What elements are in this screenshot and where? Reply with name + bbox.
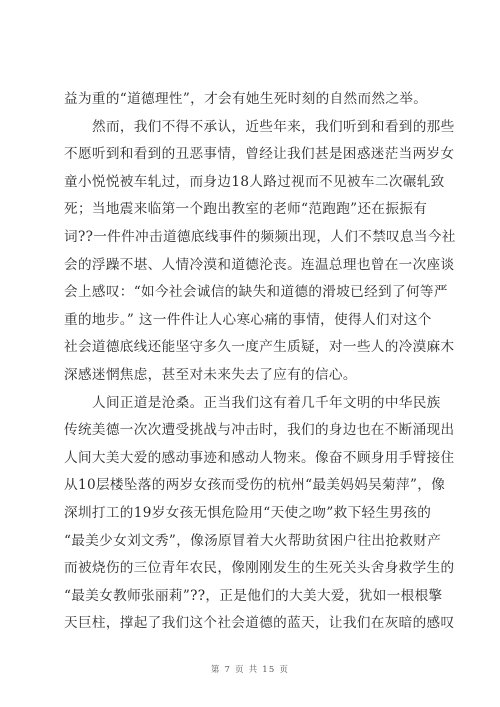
text-line: 童小悦悦被车轧过，而身边18人路过视而不见被车二次碾轧致 [64, 173, 445, 190]
text-line: 死；当地震来临第一个跑出教室的老师“范跑跑”还在振振有 [64, 201, 428, 218]
text-line: 从10层楼坠落的两岁女孩而受伤的杭州“最美妈妈吴菊萍”，像 [64, 477, 446, 494]
text-line: 而被烧伤的三位青年农民，像刚刚发生的生死关头舍身救学生的 [64, 560, 455, 577]
paragraph-start-line: 然而，我们不得不承认，近些年来，我们听到和看到的那些 [92, 118, 455, 135]
text-line: 社会道德底线还能坚守多久一度产生质疑，对一些人的冷漠麻木 [64, 339, 455, 356]
text-line: 会上感叹：“如今社会诚信的缺失和道德的滑坡已经到了何等严 [64, 284, 448, 301]
page-footer [0, 663, 500, 675]
text-line: 会的浮躁不堪、人情冷漠和道德沦丧。连温总理也曾在一次座谈 [64, 256, 455, 273]
text-line: 重的地步。” 这一件件让人心寒心痛的事情，使得人们对这个 [64, 311, 432, 328]
text-line: 传统美德一次次遭受挑战与冲击时，我们的身边也在不断涌现出 [64, 422, 455, 439]
text-line: 深圳打工的19岁女孩无惧危险用“天使之吻”救下轻生男孩的 [64, 504, 432, 521]
text-line: “最美少女刘文秀”，像汤原冒着大火帮助贫困户往出抢救财产 [64, 532, 442, 549]
text-line: 深感迷惘焦虑，甚至对未来失去了应有的信心。 [64, 366, 357, 383]
text-line: 不愿听到和看到的丑恶事情，曾经让我们甚是困惑迷茫当两岁女 [64, 146, 455, 163]
text-line: 天巨柱，撑起了我们这个社会道德的蓝天，让我们在灰暗的感叹 [64, 615, 455, 632]
text-line: 词??一件件冲击道德底线事件的频频出现，人们不禁叹息当今社 [64, 228, 456, 245]
paragraph-start-line: 人间正道是沧桑。正当我们这有着几千年文明的中华民族 [92, 394, 441, 411]
body-text [64, 86, 456, 638]
text-line: 人间大美大爱的感动事迹和感动人物来。像奋不顾身用手臂接住 [64, 449, 455, 466]
text-line: “最美女教师张丽莉”??，正是他们的大美大爱，犹如一根根擎 [64, 587, 443, 604]
text-line: 益为重的“道德理性”，才会有她生死时刻的自然而然之举。 [64, 91, 428, 107]
page-number-label: 第 7 页 共 15 页 [210, 665, 290, 675]
